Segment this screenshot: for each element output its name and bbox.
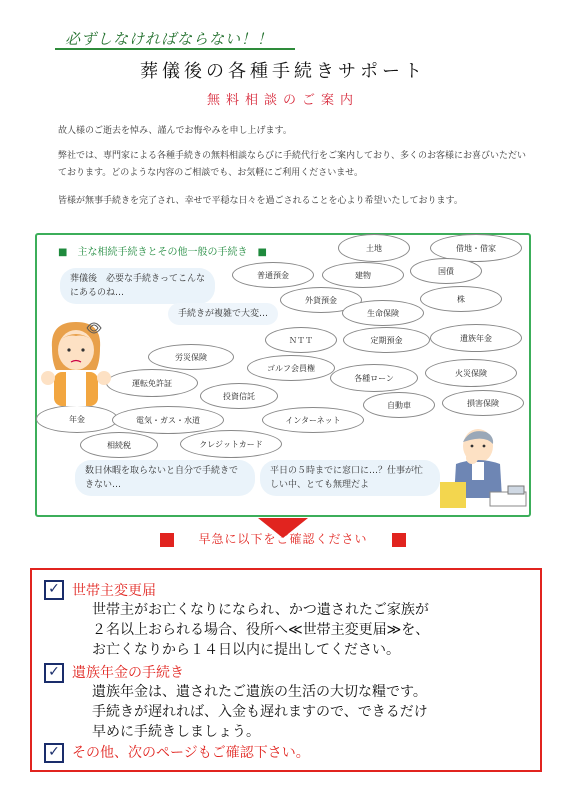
check2-line-1: 遺族年金は、遺されたご遺族の生活の大切な糧です。 (92, 684, 427, 700)
speech-bubble-office: 平日の５時までに窓口に…？仕事が忙しい中、とても無理だよ (260, 460, 440, 496)
check2-line-2: 手続きが遅れれば、入金も遅れますので、できるだけ (92, 704, 428, 720)
oval-item: 定期預金 (343, 327, 430, 353)
oval-item: 生命保険 (342, 300, 424, 326)
oval-item: 労災保険 (148, 344, 234, 370)
headline-underline (55, 48, 295, 50)
urgent-notice: 早急に以下をご確認ください (198, 532, 368, 546)
oval-item: 株 (420, 286, 502, 312)
oval-item: 年金 (36, 405, 118, 433)
oval-item: 国債 (410, 258, 482, 284)
check1-line-2: ２名以上おられる場合、役所へ≪世帯主変更届≫を、 (92, 622, 430, 638)
oval-item: 各種ローン (330, 364, 418, 392)
intro-line-1: 故人様のご逝去を悼み、謹んでお悔やみを申し上げます。 (58, 126, 292, 136)
check2-line-3: 早めに手続きしましょう。 (92, 724, 260, 740)
stress-scribble-icon (84, 318, 104, 338)
speech-bubble-vacation: 数日休暇を取らないと自分で手続きできない… (75, 460, 255, 496)
oval-item: 相続税 (80, 432, 158, 458)
procedures-section-label: ■ 主な相続手続きとその他一般の手続き ■ (58, 247, 267, 258)
oval-item: ＮＴＴ (265, 327, 337, 353)
oval-item: 自動車 (363, 392, 435, 418)
oval-item: 遺族年金 (430, 324, 522, 352)
speech-bubble-family: 葬儀後 必要な手続きってこんなにあるのね… (60, 268, 215, 304)
troubled-man-illustration (440, 428, 528, 510)
oval-item: 損害保険 (442, 390, 524, 416)
oval-item: ゴルフ会員権 (247, 355, 335, 381)
oval-item: 電気・ガス・水道 (112, 406, 224, 434)
oval-item: 建物 (322, 262, 404, 288)
checklist-box (30, 568, 542, 772)
page-title: 葬儀後の各種手続きサポート (140, 61, 426, 82)
check1-line-1: 世帯主がお亡くなりになられ、かつ遺されたご家族が (92, 602, 429, 618)
page-subtitle: 無料相談のご案内 (206, 93, 359, 108)
oval-item: 借地・借家 (430, 234, 522, 262)
headline: 必ずしなければならない！！ (65, 30, 274, 48)
oval-item: クレジットカード (180, 430, 282, 458)
speech-bubble-complex: 手続きが複雑で大変… (168, 303, 278, 325)
intro-line-3: 皆様が無事手続きを完了され、幸せで平穏な日々を過ごされることを心より希望いたしております。 (58, 196, 463, 206)
checkbox-checked-icon: ✓ (44, 663, 64, 683)
intro-line-2: 弊社では、専門家による各種手続きの無料相談ならびに手続代行をご案内しており、多くのお客様にお喜びいただいております。どのような内容のご相談でも、お気軽にご利用くださいませ。 (58, 151, 527, 178)
check3-title: その他、次のページもご確認下さい。 (72, 745, 310, 761)
check1-title: 世帯主変更届 (72, 583, 156, 599)
oval-item: 運転免許証 (106, 369, 198, 397)
oval-item: 火災保険 (425, 359, 517, 387)
checkbox-checked-icon: ✓ (44, 743, 64, 763)
oval-item: 土地 (338, 234, 410, 262)
oval-item: インターネット (262, 407, 364, 433)
oval-item: 外貨預金 (280, 287, 362, 313)
check2-title: 遺族年金の手続き (72, 665, 184, 681)
oval-item: 普通預金 (232, 262, 314, 288)
check1-line-3: お亡くなりから１４日以内に提出してください。 (92, 642, 400, 658)
oval-item: 投資信託 (200, 383, 278, 409)
checkbox-checked-icon: ✓ (44, 580, 64, 600)
